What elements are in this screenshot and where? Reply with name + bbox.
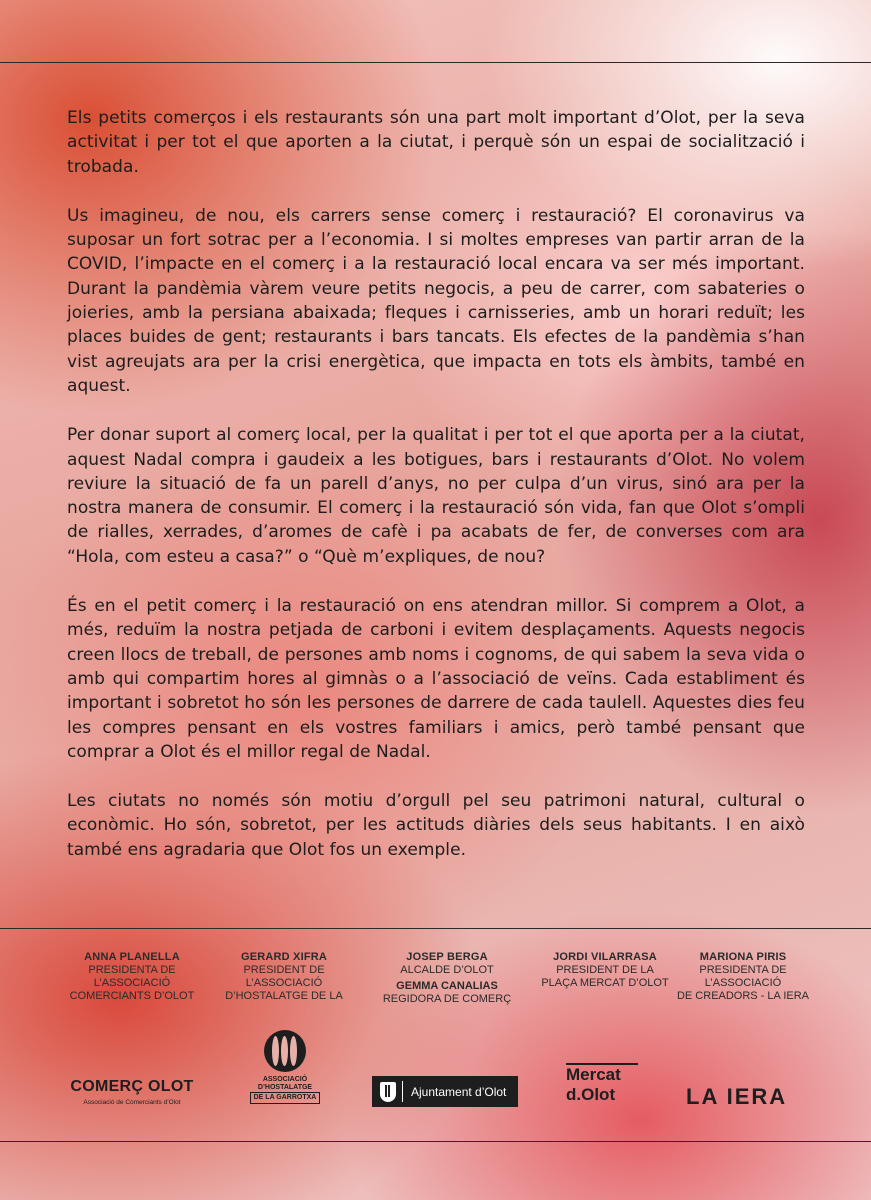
- signatory-role: PRESIDENTA DE L’ASSOCIACIÓ: [699, 964, 787, 989]
- signatory-role: PLAÇA MERCAT D’OLOT: [541, 977, 669, 989]
- mercat-olot-logo: [566, 1063, 638, 1105]
- mercat-logo-line: d.Olot: [566, 1085, 616, 1104]
- hostalatge-logo-line: DE LA GARROTXA: [250, 1092, 320, 1104]
- signatory-role: PRESIDENTA DE L’ASSOCIACIÓ: [88, 964, 176, 989]
- signature-mariona-piris: [668, 951, 818, 1003]
- hostalatge-emblem-icon: [264, 1030, 306, 1072]
- signatory-role: ALCALDE D’OLOT: [400, 964, 494, 976]
- signature-anna-planella: [57, 951, 207, 1003]
- coat-of-arms-icon: [380, 1082, 396, 1102]
- paragraph-3: Per donar suport al comerç local, per la qualitat i per tot el que aporta per a la ciutat, aquest Nadal compra i gaudeix a les botigues, bars i restaurants d’Olot. No volem reviure la situació de fa un parell d’anys, no per culpa d’un virus, sinó ara per la nostra manera de consumir. El comerç i la restauració són vida, fan que Olot s’ompli de rialles, xerrades, d’aromes de cafè i pa acabats de fer, de converses com ara “Hola, com esteu a casa?” o “Què m’expliques, de nou?: [67, 425, 805, 567]
- signatory-name: GERARD XIFRA: [240, 951, 328, 963]
- signatory-name: JOSEP BERGA: [406, 951, 488, 963]
- hostalatge-logo-line: ASSOCIACIÓ: [262, 1076, 308, 1083]
- signature-gerard-xifra: [209, 951, 359, 1003]
- signatory-name: GEMMA CANALIAS: [396, 980, 498, 992]
- hostalatge-garrotxa-logo: [250, 1030, 320, 1104]
- letter-body: [67, 106, 805, 887]
- comerc-olot-logo-subtitle: Associació de Comerciants d’Olot: [83, 1099, 181, 1106]
- ajuntament-logo-text: Ajuntament d’Olot: [411, 1084, 507, 1099]
- signature-josep-berga: [372, 951, 522, 1006]
- signatory-name: MARIONA PIRIS: [699, 951, 787, 963]
- ajuntament-olot-logo: [372, 1076, 518, 1107]
- signatory-role: COMERCIANTS D’OLOT: [69, 990, 195, 1002]
- paragraph-1: Els petits comerços i els restaurants són una part molt important d’Olot, per la seva activitat i per tot el que aporten a la ciutat, i perquè són un espai de socialització i trobada.: [67, 108, 805, 177]
- signatory-role: PRESIDENT DE LA: [556, 964, 654, 976]
- signatory-name: JORDI VILARRASA: [553, 951, 657, 963]
- signatory-role: D’HOSTALATGE DE LA: [225, 990, 343, 1002]
- hostalatge-logo-line: D’HOSTALATGE: [257, 1084, 313, 1091]
- signatory-role: DE CREADORS - LA IERA: [676, 990, 810, 1002]
- paragraph-5: Les ciutats no només són motiu d’orgull pel seu patrimoni natural, cultural o econòmic. Ho són, sobretot, per les actituds diàries dels seus habitants. I en això també ens agradaria que Olot fos un exemple.: [67, 791, 805, 860]
- signatory-role: REGIDORA DE COMERÇ: [382, 993, 512, 1005]
- bottom-divider: [0, 1141, 871, 1142]
- logo-separator: [402, 1081, 403, 1102]
- comerc-olot-logo: [66, 1078, 198, 1106]
- signatures-divider: [0, 928, 871, 929]
- paragraph-2: Us imagineu, de nou, els carrers sense comerç i restauració? El coronavirus va suposar un fort sotrac per a l’economia. I si moltes empreses van partir arran de la COVID, l’impacte en el comerç i a la restauració local encara va ser més important. Durant la pandèmia vàrem veure petits negocis, a peu de carrer, com sabateries o joieries, amb la persiana abaixada; fleques i carnisseries, amb un horari reduït; les places buides de gent; restaurants i bars tancats. Els efectes de la pandèmia s’han vist agreujats ara per la crisi energètica, que impacta en tots els àmbits, també en aquest.: [67, 205, 805, 396]
- mercat-logo-line: Mercat: [566, 1063, 638, 1085]
- signature-jordi-vilarrasa: [530, 951, 680, 990]
- signatory-role: PRESIDENT DE L’ASSOCIACIÓ: [243, 964, 325, 989]
- top-divider: [0, 62, 871, 63]
- la-iera-logo: LA IERA: [686, 1084, 788, 1109]
- signatory-name: ANNA PLANELLA: [84, 951, 180, 963]
- comerc-olot-logo-text: COMERÇ OLOT: [70, 1078, 194, 1095]
- paragraph-4: És en el petit comerç i la restauració on ens atendran millor. Si comprem a Olot, a més, reduïm la nostra petjada de carboni i evitem desplaçaments. Aquests negocis creen llocs de treball, de persones amb noms i cognoms, de qui sabem la seva vida o amb qui compartim hores al gimnàs o a l’associació de veïns. Cada establiment és important i sobretot ho són les persones de darrere de cada taulell. Aquestes dies feu les compres pensant en els vostres familiars i amics, però també pensant que comprar a Olot és el millor regal de Nadal.: [67, 596, 805, 762]
